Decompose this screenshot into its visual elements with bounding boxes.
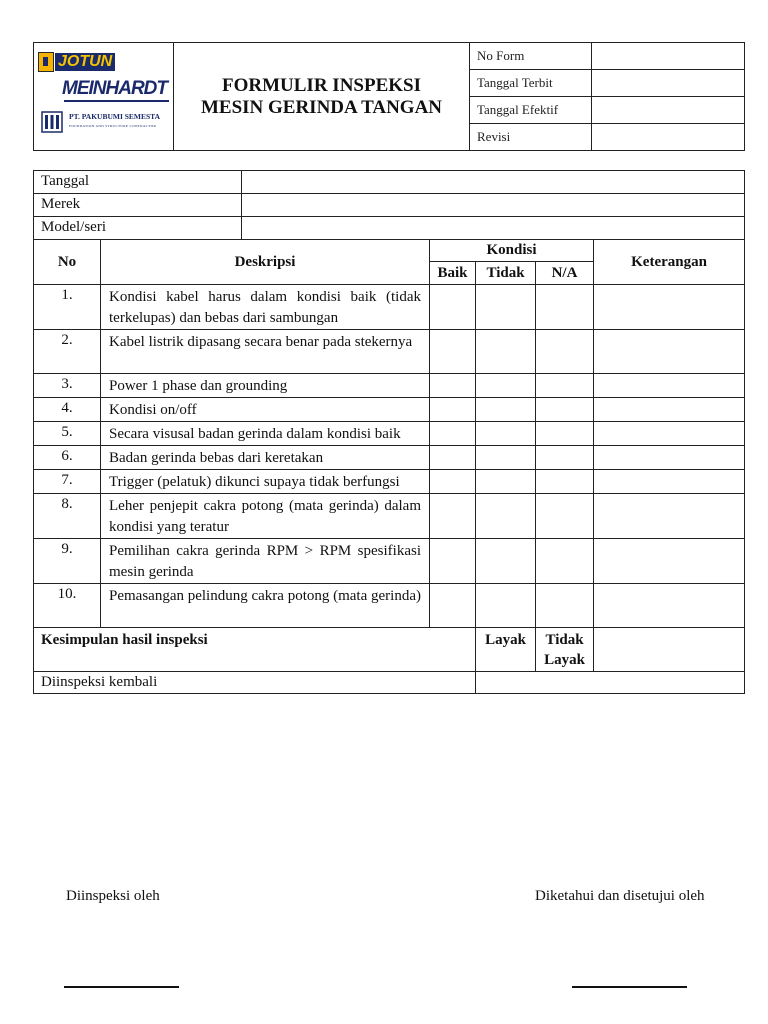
item-description: Trigger (pelatuk) dikunci supaya tidak berfungsi bbox=[101, 470, 430, 494]
table-row bbox=[34, 446, 745, 470]
inspection-table bbox=[33, 170, 745, 694]
pakubumi-emblem-icon bbox=[41, 111, 63, 133]
column-header-tidak: Tidak bbox=[476, 262, 536, 285]
check-tidak[interactable] bbox=[476, 285, 536, 330]
table-row bbox=[34, 470, 745, 494]
table-row bbox=[34, 539, 745, 584]
table-row bbox=[34, 398, 745, 422]
item-description: Secara visusal badan gerinda dalam kondisi baik bbox=[101, 422, 430, 446]
keterangan-cell[interactable] bbox=[594, 374, 745, 398]
check-na[interactable] bbox=[536, 374, 594, 398]
check-baik[interactable] bbox=[430, 285, 476, 330]
meta-value-tanggal-efektif[interactable] bbox=[592, 97, 745, 124]
signature-label-approver: Diketahui dan disetujui oleh bbox=[535, 888, 705, 904]
table-row bbox=[34, 422, 745, 446]
keterangan-cell[interactable] bbox=[594, 584, 745, 628]
check-na[interactable] bbox=[536, 470, 594, 494]
check-baik[interactable] bbox=[430, 398, 476, 422]
meta-label-tanggal-efektif: Tanggal Efektif bbox=[470, 97, 592, 124]
column-header-no: No bbox=[34, 240, 101, 285]
logo-area bbox=[34, 43, 174, 151]
keterangan-cell[interactable] bbox=[594, 285, 745, 330]
check-tidak[interactable] bbox=[476, 494, 536, 539]
check-na[interactable] bbox=[536, 285, 594, 330]
check-tidak[interactable] bbox=[476, 446, 536, 470]
conclusion-layak[interactable]: Layak bbox=[476, 628, 536, 672]
check-na[interactable] bbox=[536, 494, 594, 539]
meta-label-no-form: No Form bbox=[470, 43, 592, 70]
item-number: 8. bbox=[34, 494, 101, 539]
item-number: 6. bbox=[34, 446, 101, 470]
item-description: Kondisi kabel harus dalam kondisi baik (tidak terkelupas) dan bebas dari sambungan bbox=[101, 285, 430, 330]
info-value-tanggal[interactable] bbox=[242, 171, 745, 194]
form-title-line1: FORMULIR INSPEKSI bbox=[222, 74, 421, 96]
keterangan-cell[interactable] bbox=[594, 539, 745, 584]
check-tidak[interactable] bbox=[476, 539, 536, 584]
info-label-merek: Merek bbox=[34, 194, 242, 217]
keterangan-cell[interactable] bbox=[594, 446, 745, 470]
table-row bbox=[34, 584, 745, 628]
meinhardt-logo: MEINHARDT bbox=[62, 78, 167, 99]
check-na[interactable] bbox=[536, 422, 594, 446]
check-baik[interactable] bbox=[430, 584, 476, 628]
item-description: Pemasangan pelindung cakra potong (mata gerinda) bbox=[101, 584, 430, 628]
check-tidak[interactable] bbox=[476, 374, 536, 398]
reinspect-row bbox=[34, 672, 745, 694]
conclusion-label: Kesimpulan hasil inspeksi bbox=[34, 628, 476, 672]
meinhardt-underline bbox=[64, 100, 169, 102]
item-description: Power 1 phase dan grounding bbox=[101, 374, 430, 398]
item-number: 7. bbox=[34, 470, 101, 494]
keterangan-cell[interactable] bbox=[594, 398, 745, 422]
item-description: Kondisi on/off bbox=[101, 398, 430, 422]
item-description: Kabel listrik dipasang secara benar pada stekernya bbox=[101, 330, 430, 374]
check-baik[interactable] bbox=[430, 422, 476, 446]
check-baik[interactable] bbox=[430, 374, 476, 398]
item-description: Pemilihan cakra gerinda RPM > RPM spesifikasi mesin gerinda bbox=[101, 539, 430, 584]
conclusion-tidak-layak[interactable] bbox=[536, 628, 594, 672]
item-number: 5. bbox=[34, 422, 101, 446]
jotun-logo: JOTUN bbox=[38, 52, 115, 72]
item-number: 9. bbox=[34, 539, 101, 584]
table-row bbox=[34, 330, 745, 374]
item-number: 10. bbox=[34, 584, 101, 628]
form-header bbox=[33, 42, 745, 151]
item-number: 1. bbox=[34, 285, 101, 330]
check-na[interactable] bbox=[536, 584, 594, 628]
item-number: 2. bbox=[34, 330, 101, 374]
check-tidak[interactable] bbox=[476, 398, 536, 422]
meta-value-no-form[interactable] bbox=[592, 43, 745, 70]
check-baik[interactable] bbox=[430, 494, 476, 539]
signature-line-approver[interactable] bbox=[572, 986, 687, 988]
column-header-deskripsi: Deskripsi bbox=[101, 240, 430, 285]
check-baik[interactable] bbox=[430, 539, 476, 584]
check-baik[interactable] bbox=[430, 330, 476, 374]
check-tidak[interactable] bbox=[476, 470, 536, 494]
pakubumi-tagline: FOUNDATION AND STRUCTURE CONTRACTOR bbox=[69, 124, 157, 128]
item-number: 4. bbox=[34, 398, 101, 422]
form-title bbox=[174, 43, 470, 151]
meta-label-revisi: Revisi bbox=[470, 124, 592, 151]
table-row bbox=[34, 374, 745, 398]
conclusion-row bbox=[34, 628, 745, 672]
keterangan-cell[interactable] bbox=[594, 330, 745, 374]
info-value-merek[interactable] bbox=[242, 194, 745, 217]
check-na[interactable] bbox=[536, 330, 594, 374]
info-label-model: Model/seri bbox=[34, 217, 242, 240]
keterangan-cell[interactable] bbox=[594, 422, 745, 446]
check-tidak[interactable] bbox=[476, 330, 536, 374]
meta-value-tanggal-terbit[interactable] bbox=[592, 70, 745, 97]
info-label-tanggal: Tanggal bbox=[34, 171, 242, 194]
check-baik[interactable] bbox=[430, 446, 476, 470]
column-header-baik: Baik bbox=[430, 262, 476, 285]
check-baik[interactable] bbox=[430, 470, 476, 494]
keterangan-cell[interactable] bbox=[594, 494, 745, 539]
item-number: 3. bbox=[34, 374, 101, 398]
meta-value-revisi[interactable] bbox=[592, 124, 745, 151]
column-header-na: N/A bbox=[536, 262, 594, 285]
conclusion-tidak-layak-line1: Tidak bbox=[545, 632, 584, 648]
pakubumi-name: PT. PAKUBUMI SEMESTA bbox=[69, 112, 161, 121]
column-header-kondisi: Kondisi bbox=[430, 240, 594, 262]
item-description: Badan gerinda bebas dari keretakan bbox=[101, 446, 430, 470]
conclusion-notes[interactable] bbox=[594, 628, 745, 672]
table-row bbox=[34, 285, 745, 330]
form-title-line2: MESIN GERINDA TANGAN bbox=[200, 96, 443, 118]
check-na[interactable] bbox=[536, 398, 594, 422]
check-na[interactable] bbox=[536, 446, 594, 470]
jotun-emblem-icon bbox=[38, 52, 54, 72]
item-description: Leher penjepit cakra potong (mata gerinda) dalam kondisi yang teratur bbox=[101, 494, 430, 539]
check-tidak[interactable] bbox=[476, 422, 536, 446]
check-tidak[interactable] bbox=[476, 584, 536, 628]
reinspect-label: Diinspeksi kembali bbox=[34, 672, 476, 694]
info-value-model[interactable] bbox=[242, 217, 745, 240]
meta-label-tanggal-terbit: Tanggal Terbit bbox=[470, 70, 592, 97]
reinspect-value[interactable] bbox=[476, 672, 745, 694]
signature-label-inspector: Diinspeksi oleh bbox=[66, 888, 160, 904]
keterangan-cell[interactable] bbox=[594, 470, 745, 494]
signature-line-inspector[interactable] bbox=[64, 986, 179, 988]
table-row bbox=[34, 494, 745, 539]
check-na[interactable] bbox=[536, 539, 594, 584]
column-header-keterangan: Keterangan bbox=[594, 240, 745, 285]
conclusion-tidak-layak-line2: Layak bbox=[544, 652, 585, 668]
